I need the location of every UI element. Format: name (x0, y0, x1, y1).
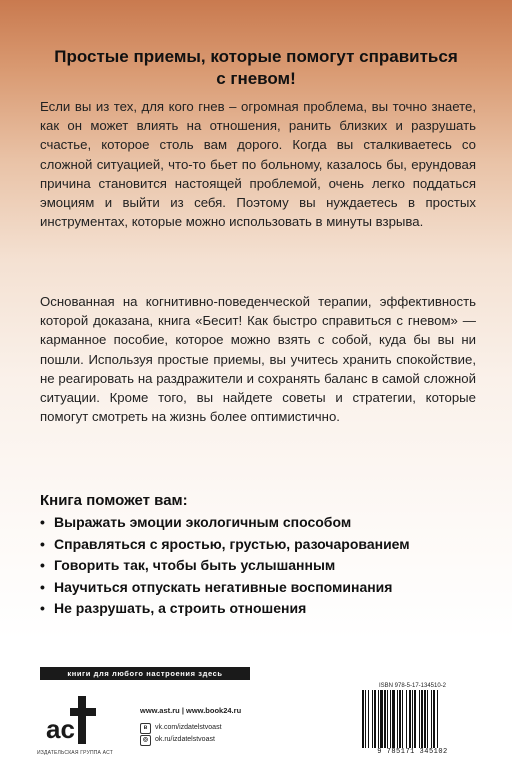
bullet-icon: • (40, 557, 45, 573)
bullet-icon: • (40, 600, 45, 616)
list-item (40, 555, 480, 577)
list-item (40, 577, 480, 599)
benefits-list (40, 512, 480, 620)
benefits-heading: Книга поможет вам: (40, 492, 188, 509)
svg-text:ас: ас (46, 714, 75, 744)
social-link-text: vk.com/izdatelstvoast (155, 724, 222, 731)
social-link-vk[interactable] (140, 722, 222, 734)
instagram-icon: ◎ (140, 735, 151, 746)
social-links (140, 722, 222, 746)
description-paragraph-1: Если вы из тех, для кого гнев – огромная проблема, вы точно знаете, как он может влиять на отношения, ранить близких и разрушать счастье, которое столь вам дорого. Когда вы сталкиваетесь со сложной ситуацией, что-то бьет по больному, казалось бы, ерундовая причина становится настоящей проблемой, очень легко поддаться эмоциям и выйти из себя. Поэтому вы нуждаетесь в простых инструментах, которые можно использовать в минуты взрыва. (40, 99, 476, 230)
publisher-logo (44, 690, 104, 750)
benefit-text: Научиться отпускать негативные воспоминания (54, 578, 393, 595)
websites-link[interactable]: www.ast.ru | www.book24.ru (140, 706, 242, 715)
barcode-digits: 9 785171 345102 (377, 748, 448, 756)
list-item (40, 598, 480, 620)
vk-icon: в (140, 723, 151, 734)
social-link-ok[interactable] (140, 734, 222, 746)
publisher-caption: ИЗДАТЕЛЬСКАЯ ГРУППА АСТ (37, 750, 113, 756)
social-link-text: ok.ru/izdatelstvoast (155, 736, 215, 743)
bullet-icon: • (40, 578, 45, 595)
barcode (360, 690, 470, 748)
benefit-text: Говорить так, чтобы быть услышанным (54, 557, 336, 573)
benefit-text: Выражать эмоции экологичным способом (54, 514, 352, 530)
benefit-text: Справляться с яростью, грустью, разочарованием (54, 535, 410, 552)
bullet-icon: • (40, 535, 45, 552)
headline: Простые приемы, которые помогут справиться с гневом! (54, 47, 458, 88)
tagline-bar: книги для любого настроения здесь (40, 667, 250, 680)
benefit-text: Не разрушать, а строить отношения (54, 600, 307, 616)
list-item (40, 534, 480, 556)
list-item (40, 512, 480, 534)
bullet-icon: • (40, 514, 45, 530)
isbn-label: ISBN 978-5-17-134510-2 (378, 683, 447, 689)
description-paragraph-2: Основанная на когнитивно-поведенческой терапии, эффективность которой доказана, книга «Бесит! Как быстро справиться с гневом» — карманное пособие, которое можно взять с собой, куда бы вы ни пошли. Используя простые приемы, вы учитесь хранить спокойствие, не реагировать на раздражители и сохранять баланс в самой сложной ситуации. Кроме того, вы найдете советы и стратегии, которые помогут смотреть на жизнь более оптимистично. (40, 294, 476, 425)
